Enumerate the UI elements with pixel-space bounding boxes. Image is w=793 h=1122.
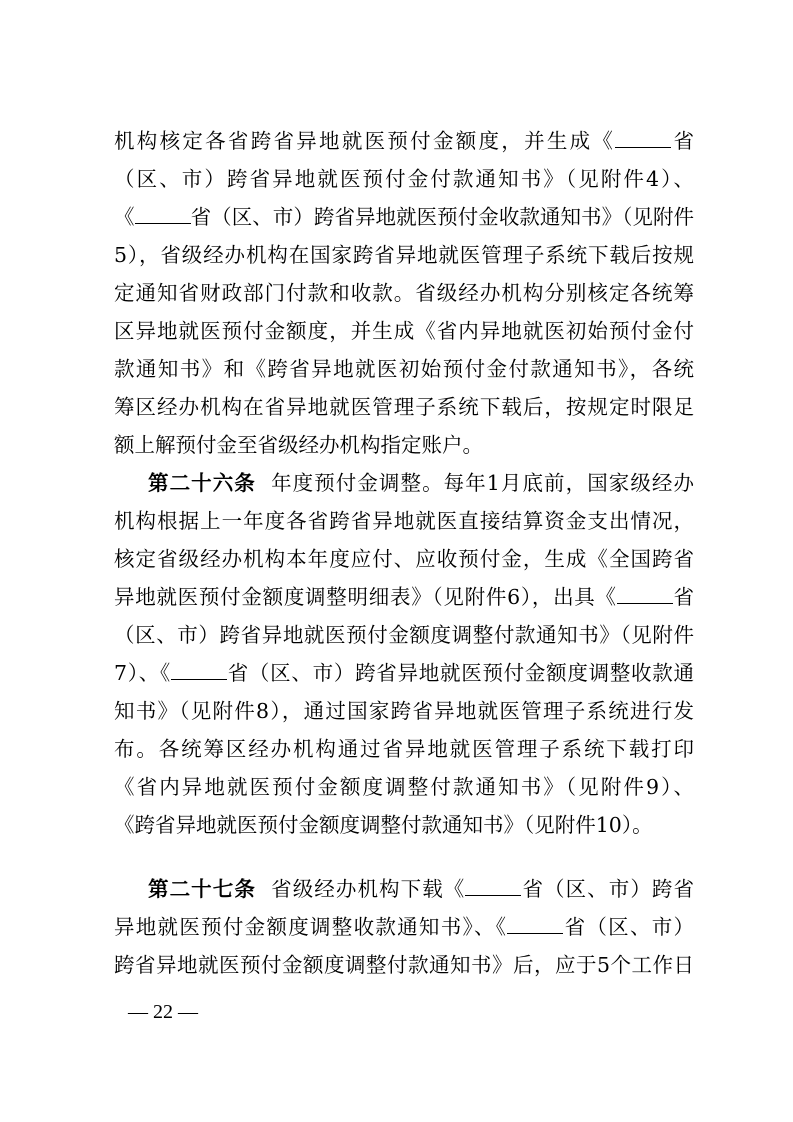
fill-in-blank	[507, 915, 563, 934]
text-segment: 省	[672, 585, 694, 609]
text-segment: 机构核定各省跨省异地就医预付金额度，并生成《	[114, 129, 616, 153]
text-segment: （区、市）跨省异地就医预付金付款通知书》（见附件4）、	[114, 167, 694, 191]
article-27-first-line	[114, 870, 694, 908]
text-segment: 省（区、市）跨省异地就医预付金额度调整收款通	[226, 661, 694, 685]
fill-in-blank	[617, 585, 673, 604]
text-segment: 额上解预付金至省级经办机构指定账户。	[114, 433, 483, 457]
text-line	[114, 730, 694, 768]
text-line	[114, 692, 694, 730]
article-26-first-line	[114, 464, 694, 502]
text-line	[114, 122, 694, 160]
text-segment: 机构根据上一年度各省跨省异地就医直接结算资金支出情况，	[114, 509, 694, 533]
text-line	[114, 806, 694, 844]
fill-in-blank	[465, 877, 521, 896]
text-line	[114, 654, 694, 692]
text-line	[114, 578, 694, 616]
page-number: — 22 —	[128, 1001, 198, 1023]
text-segment: 省级经办机构下载《	[271, 877, 466, 901]
text-line	[114, 946, 694, 984]
text-line	[114, 388, 694, 426]
text-line	[114, 426, 694, 464]
text-line	[114, 616, 694, 654]
text-line	[114, 540, 694, 578]
text-segment: （区、市）跨省异地就医预付金额度调整付款通知书》（见附件	[114, 623, 694, 647]
text-line	[114, 502, 694, 540]
article-27-title: 第二十七条	[148, 877, 256, 901]
text-segment: 区异地就医预付金额度，并生成《省内异地就医初始预付金付	[114, 319, 694, 343]
article-26-title: 第二十六条	[148, 471, 256, 495]
text-segment: 省	[671, 129, 694, 153]
text-segment: 省（区、市）	[563, 915, 694, 939]
text-segment: 异地就医预付金额度调整明细表》（见附件6），出具《	[114, 585, 617, 609]
text-line	[114, 236, 694, 274]
text-segment: 《	[114, 205, 135, 229]
fill-in-blank	[615, 129, 671, 148]
text-segment: 年度预付金调整。每年1月底前，国家级经办	[271, 471, 694, 495]
text-line	[114, 274, 694, 312]
text-segment: 核定省级经办机构本年度应付、应收预付金，生成《全国跨省	[114, 547, 694, 571]
text-segment: 省（区、市）跨省异地就医预付金收款通知书》（见附件	[190, 205, 694, 229]
text-line	[114, 160, 694, 198]
text-segment: 知书》（见附件8），通过国家跨省异地就医管理子系统进行发	[114, 699, 694, 723]
text-line	[114, 768, 694, 806]
text-segment: 《省内异地就医预付金额度调整付款通知书》（见附件9）、	[114, 775, 694, 799]
text-segment: 款通知书》和《跨省异地就医初始预付金付款通知书》，各统	[114, 357, 694, 381]
text-segment: 异地就医预付金额度调整收款通知书》、《	[114, 915, 508, 939]
text-segment: 7）、《	[114, 661, 171, 685]
text-line	[114, 350, 694, 388]
text-segment: 筹区经办机构在省异地就医管理子系统下载后，按规定时限足	[114, 395, 694, 419]
paragraph-continuation	[114, 122, 694, 464]
article-26	[114, 464, 694, 844]
text-segment: 跨省异地就医预付金额度调整付款通知书》后，应于5个工作日	[114, 953, 694, 977]
text-line	[114, 312, 694, 350]
article-27	[114, 870, 694, 984]
text-line	[114, 198, 694, 236]
text-segment: 5），省级经办机构在国家跨省异地就医管理子系统下载后按规	[114, 243, 694, 267]
text-line	[114, 908, 694, 946]
text-segment: 布。各统筹区经办机构通过省异地就医管理子系统下载打印	[114, 737, 694, 761]
fill-in-blank	[135, 205, 191, 224]
text-segment: 省（区、市）跨省	[521, 877, 694, 901]
text-segment: 定通知省财政部门付款和收款。省级经办机构分别核定各统筹	[114, 281, 694, 305]
text-segment: 《跨省异地就医预付金额度调整付款通知书》（见附件10）。	[114, 813, 653, 837]
fill-in-blank	[171, 661, 227, 680]
